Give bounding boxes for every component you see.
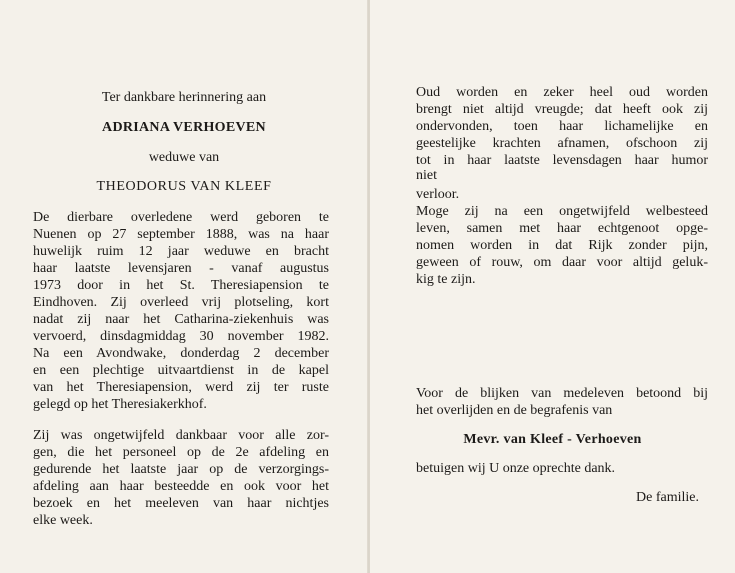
reflection-line: kig te zijn. [416,272,476,287]
reflection-line: Moge zij na een ongetwijfeld welbesteed [416,204,708,219]
reflection-line: leven, samen met haar echtgenoot opge- [416,221,708,236]
right-page [370,0,735,573]
biography-line: haar laatste levensjaren - vanaf augustus [33,261,329,276]
family-name: Mevr. van Kleef - Verhoeven [463,432,642,447]
biography-line: en een plechtige uitvaartdienst in de kapel [33,363,329,378]
biography-line: De dierbare overledene werd geboren te [33,210,329,225]
thanks-line: Voor de blijken van medeleven betoond bij [416,386,708,401]
reflection-line: Oud worden en zeker heel oud worden [416,85,708,100]
biography-line: vervoerd, dinsdagmiddag 30 november 1982. [33,329,329,344]
biography-line: Eindhoven. Zij overleed vrij plotseling, kort [33,295,329,310]
reflection-line: tot in haar laatste levensdagen haar humor [416,153,708,168]
gratitude-line: afdeling aan haar besteedde en ook voor het [33,479,329,494]
reflection-line: niet [416,168,437,183]
reflection-line: ondervonden, toen haar lichamelijke en [416,119,708,134]
husband-name: THEODORUS VAN KLEEF [96,179,272,194]
gratitude-line: gen, die het personeel op de 2e afdeling en [33,445,329,460]
reflection-line: geestelijke krachten afnamen, ofschoon zij [416,136,708,151]
biography-line: gelegd op het Theresiakerkhof. [33,397,207,412]
reflection-line: brengt niet altijd vreugde; dat heeft ook zij [416,102,708,117]
intro-line: Ter dankbare herinnering aan [101,90,267,105]
gratitude-line: elke week. [33,513,93,528]
biography-line: nadat zij naar het Catharina-ziekenhuis was [33,312,329,327]
thanks-line: het overlijden en de begrafenis van [416,403,613,418]
biography-line: van het Theresiapension, werd zij ter ruste [33,380,329,395]
gratitude-line: gedurende het laatste jaar op de verzorgings- [33,462,329,477]
biography-line: Na een Avondwake, donderdag 2 december [33,346,329,361]
thanks-closing: betuigen wij U onze oprechte dank. [416,461,616,476]
family-signature: De familie. [636,490,699,505]
reflection-line: verloor. [416,187,460,202]
biography-line: Nuenen op 27 september 1888, was na haar [33,227,329,242]
biography-line: huwelijk ruim 12 jaar weduwe en bracht [33,244,329,259]
reflection-line: nomen worden in dat Rijk zonder pijn, [416,238,708,253]
gratitude-line: bezoek en het meeleven van haar nichtjes [33,496,329,511]
gratitude-line: Zij was ongetwijfeld dankbaar voor alle zor- [33,428,329,443]
widow-of-line: weduwe van [148,150,220,165]
biography-line: 1973 door in het St. Theresiapension te [33,278,329,293]
reflection-line: geween of rouw, om daar voor altijd geluk- [416,255,708,270]
deceased-name: ADRIANA VERHOEVEN [102,120,266,135]
